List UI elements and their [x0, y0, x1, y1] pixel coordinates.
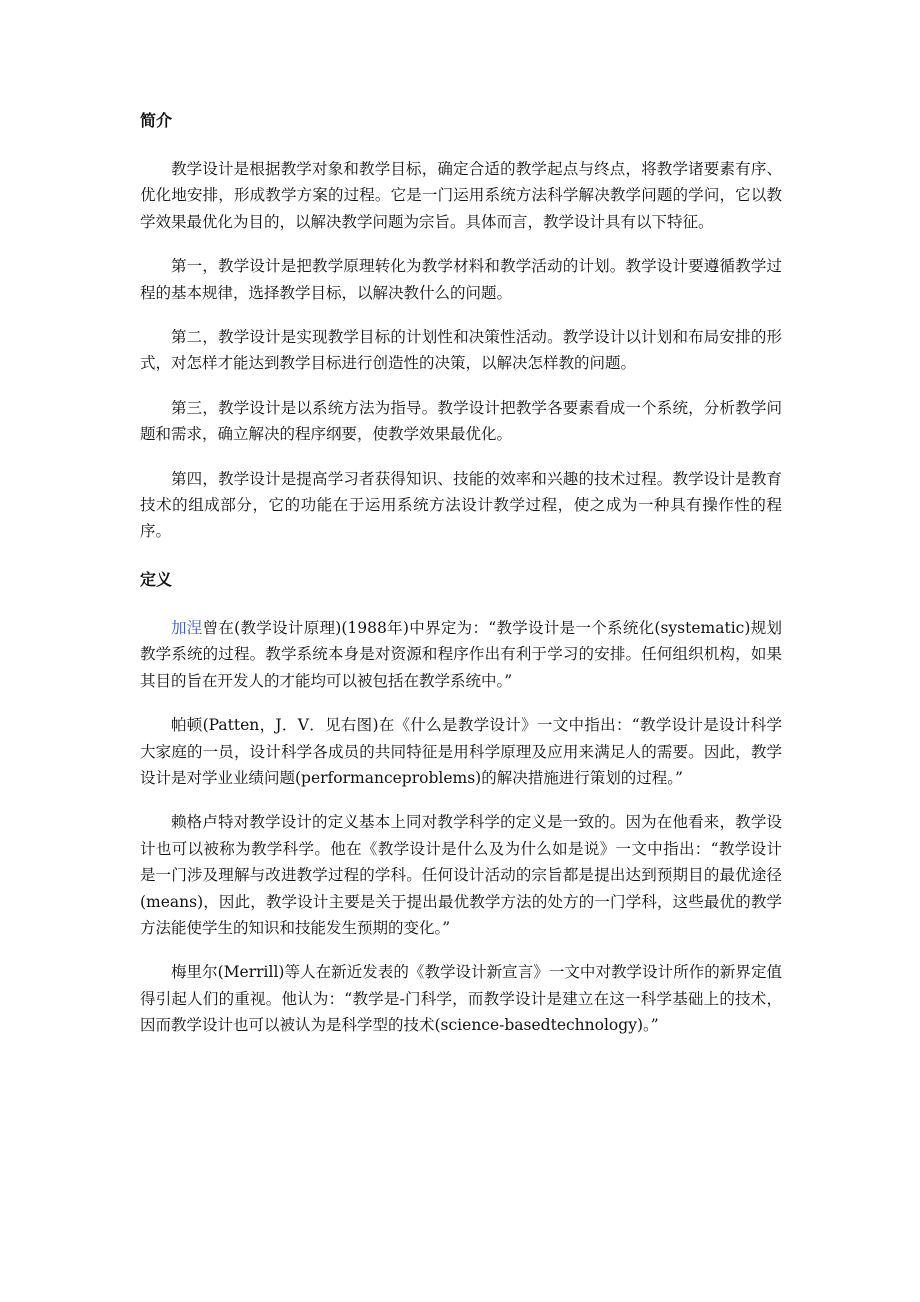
- gagne-definition-text: 曾在(教学设计原理)(1988年)中界定为：“教学设计是一个系统化(systematic)规划教学系统的过程。教学系统本身是对资源和程序作出有利于学习的安排。任何组织机构，如果其目的旨在开发人的才能均可以被包括在教学系统中。”: [140, 618, 782, 690]
- definition-paragraph-reigeluth: 赖格卢特对教学设计的定义基本上同对教学科学的定义是一致的。因为在他看来，教学设计也可以被称为教学科学。他在《教学设计是什么及为什么如是说》一文中指出：“教学设计是一门涉及理解与改进教学过程的学科。任何设计活动的宗旨都是提出达到预期目的最优途径(means)，因此，教学设计主要是关于提出最优教学方法的处方的一门学科，这些最优的教学方法能使学生的知识和技能发生预期的变化。”: [140, 813, 782, 937]
- definition-paragraph-gagne: [140, 615, 782, 694]
- definition-paragraph-merrill: 梅里尔(Merrill)等人在新近发表的《教学设计新宣言》一文中对教学设计所作的新界定值得引起人们的重视。他认为：“教学是-门科学，而教学设计是建立在这一科学基础上的技术，因而教学设计也可以被认为是科学型的技术(science-basedtechnology)。”: [140, 963, 782, 1035]
- intro-paragraph-1: 教学设计是根据教学对象和教学目标，确定合适的教学起点与终点，将教学诸要素有序、优化地安排，形成教学方案的过程。它是一门运用系统方法科学解决教学问题的学问，它以教学效果最优化为目的，以解决教学问题为宗旨。具体而言，教学设计具有以下特征。: [140, 160, 782, 231]
- gagne-link[interactable]: 加涅: [171, 618, 203, 637]
- section-heading-definition: 定义: [140, 569, 173, 589]
- intro-paragraph-4: 第三，教学设计是以系统方法为指导。教学设计把教学各要素看成一个系统，分析教学问题和需求，确立解决的程序纲要，使教学效果最优化。: [140, 398, 782, 444]
- document-page: [140, 108, 782, 1057]
- intro-paragraph-5: 第四，教学设计是提高学习者获得知识、技能的效率和兴趣的技术过程。教学设计是教育技术的组成部分，它的功能在于运用系统方法设计教学过程，使之成为一种具有操作性的程序。: [140, 469, 782, 541]
- intro-paragraph-3: 第二，教学设计是实现教学目标的计划性和决策性活动。教学设计以计划和布局安排的形式，对怎样才能达到教学目标进行创造性的决策，以解决怎样教的问题。: [140, 328, 782, 373]
- section-heading-intro: 简介: [140, 111, 173, 130]
- definition-paragraph-patten: 帕顿(Patten，J．V．见右图)在《什么是教学设计》一文中指出：“教学设计是设计科学大家庭的一员，设计科学各成员的共同特征是用科学原理及应用来满足人的需要。因此，教学设计是对学业业绩问题(performanceproblems)的解决措施进行策划的过程。”: [140, 716, 782, 787]
- intro-paragraph-2: 第一，教学设计是把教学原理转化为教学材料和教学活动的计划。教学设计要遵循教学过程的基本规律，选择教学目标，以解决教什么的问题。: [140, 257, 782, 302]
